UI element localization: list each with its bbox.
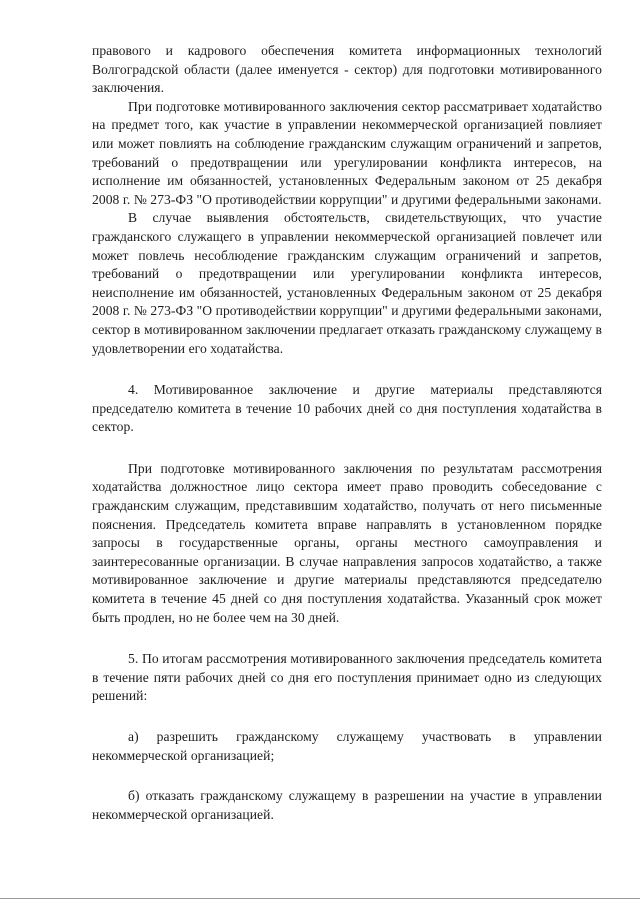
paragraph-continuation: правового и кадрового обеспечения комитета информационных технологий Волгоградской области (далее именуется - сектор) для подготовки мотивированного заключения. [92, 43, 602, 96]
paragraph-interview-requests: При подготовке мотивированного заключения по результатам рассмотрения ходатайства должностное лицо сектора имеет право проводить собеседование с гражданским служащим, представившим ходатайство, получать от него письменные пояснения. Председатель комитета вправе направлять в установленном порядке запросы в государственные органы, органы местного самоуправления и заинтересованные организации. В случае направления запросов ходатайство, а также мотивированное заключение и другие материалы представляются председателю комитета в течение 45 дней со дня поступления ходатайства. Указанный срок может быть продлен, но не более чем на 30 дней. [92, 460, 602, 625]
page-bottom-edge [0, 898, 640, 899]
paragraph-refusal-circumstances: В случае выявления обстоятельств, свидетельствующих, что участие гражданского служащего в управлении некоммерческой организацией повлечет или может повлечь несоблюдение гражданским служащим ограничений и запретов, требований о предотвращении или урегулировании конфликта интересов, неисполнение им обязанностей, установленных Федеральным законом от 25 декабря 2008 г. № 273-ФЗ "О противодействии коррупции" и другими федеральными законами, сектор в мотивированном заключении предлагает отказать гражданскому служащему в удовлетворении его ходатайства. [92, 210, 602, 356]
document-body [92, 42, 602, 824]
paragraph-decision-a: а) разрешить гражданскому служащему участвовать в управлении некоммерческой организацией; [92, 729, 602, 763]
paragraph-decision-b: б) отказать гражданскому служащему в разрешении на участие в управлении некоммерческой организацией. [92, 788, 602, 822]
paragraph-item-5: 5. По итогам рассмотрения мотивированного заключения председатель комитета в течение пяти рабочих дней со дня его поступления принимает одно из следующих решений: [92, 651, 602, 704]
paragraph-item-4: 4. Мотивированное заключение и другие материалы представляются председателю комитета в течение 10 рабочих дней со дня поступления ходатайства в сектор. [92, 382, 602, 435]
paragraph-review-subject: При подготовке мотивированного заключения сектор рассматривает ходатайство на предмет того, как участие в управлении некоммерческой организацией повлияет или может повлиять на соблюдение гражданским служащим ограничений и запретов, требований о предотвращении или урегулировании конфликта интересов, на исполнение им обязанностей, установленных Федеральным законом от 25 декабря 2008 г. № 273-ФЗ "О противодействии коррупции" и другими федеральными законами. [92, 98, 602, 207]
